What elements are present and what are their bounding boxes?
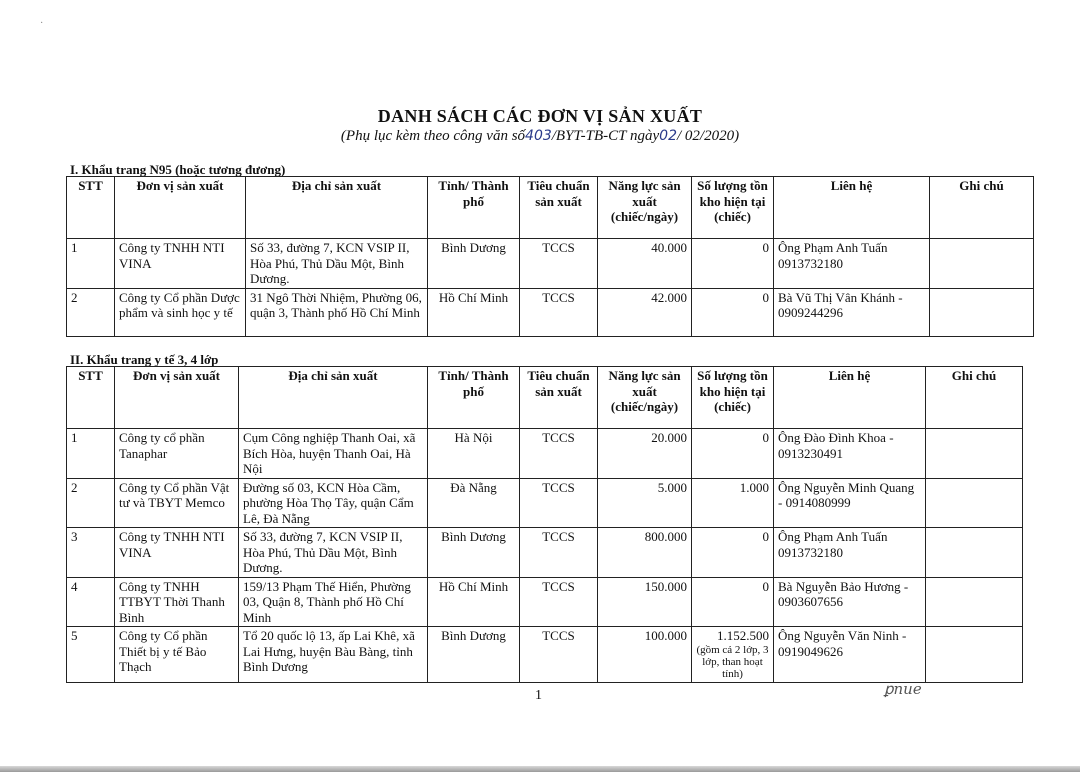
cell-note [930, 239, 1034, 289]
cell-standard: TCCS [520, 288, 598, 336]
col-unit: Đơn vị sản xuất [115, 367, 239, 429]
cell-unit: Công ty TNHH NTI VINA [115, 528, 239, 578]
cell-stt: 2 [67, 288, 115, 336]
cell-standard: TCCS [520, 239, 598, 289]
cell-address: Số 33, đường 7, KCN VSIP II, Hòa Phú, Thủ Dầu Một, Bình Dương. [246, 239, 428, 289]
handwritten-doc-number: 403 [525, 128, 552, 144]
cell-contact: Ông Phạm Anh Tuấn 0913732180 [774, 528, 926, 578]
cell-capacity: 100.000 [598, 627, 692, 683]
col-province: Tỉnh/ Thành phố [428, 367, 520, 429]
col-address: Địa chỉ sản xuất [239, 367, 428, 429]
cell-address: 31 Ngô Thời Nhiệm, Phường 06, quận 3, Thành phố Hồ Chí Minh [246, 288, 428, 336]
col-capacity: Năng lực sản xuất (chiếc/ngày) [598, 367, 692, 429]
cell-province: Bình Dương [428, 627, 520, 683]
cell-stock: 0 [692, 239, 774, 289]
col-contact: Liên hệ [774, 177, 930, 239]
scan-edge [0, 766, 1080, 772]
table-row [67, 478, 1023, 528]
table-row [67, 577, 1023, 627]
document-title: DANH SÁCH CÁC ĐƠN VỊ SẢN XUẤT [377, 106, 703, 126]
cell-contact: Bà Nguyễn Bảo Hương - 0903607656 [774, 577, 926, 627]
stock-value: 1.152.500 [717, 628, 769, 643]
table-row [67, 288, 1034, 336]
cell-contact: Ông Phạm Anh Tuấn 0913732180 [774, 239, 930, 289]
cell-stock: 0 [692, 577, 774, 627]
col-province: Tỉnh/ Thành phố [428, 177, 520, 239]
cell-capacity: 5.000 [598, 478, 692, 528]
cell-stock: 0 [692, 288, 774, 336]
page-number: 1 [535, 688, 542, 703]
cell-capacity: 150.000 [598, 577, 692, 627]
cell-province: Hà Nội [428, 429, 520, 479]
section1-title: I. Khẩu trang N95 (hoặc tương đương) [70, 162, 286, 177]
scan-speck: · [40, 18, 44, 29]
cell-unit: Công ty Cổ phần Dược phẩm và sinh học y tế [115, 288, 246, 336]
cell-stock: 1.000 [692, 478, 774, 528]
subtitle-suffix: / 02/2020) [676, 128, 740, 144]
cell-unit: Công ty cổ phần Tanaphar [115, 429, 239, 479]
col-stt: STT [67, 177, 115, 239]
cell-contact: Bà Vũ Thị Vân Khánh - 0909244296 [774, 288, 930, 336]
cell-note [926, 627, 1023, 683]
cell-stock [692, 627, 774, 683]
cell-standard: TCCS [520, 528, 598, 578]
col-standard: Tiêu chuẩn sản xuất [520, 177, 598, 239]
section2-table [66, 366, 1023, 683]
col-capacity: Năng lực sản xuất (chiếc/ngày) [598, 177, 692, 239]
col-stt: STT [67, 367, 115, 429]
cell-address: Đường số 03, KCN Hòa Cầm, phường Hòa Thọ Tây, quận Cẩm Lê, Đà Nẵng [239, 478, 428, 528]
cell-stt: 2 [67, 478, 115, 528]
cell-stock: 0 [692, 429, 774, 479]
initials-signature: ꝑnue [884, 680, 922, 698]
cell-standard: TCCS [520, 478, 598, 528]
cell-stt: 4 [67, 577, 115, 627]
table-header-row [67, 177, 1034, 239]
cell-note [926, 429, 1023, 479]
cell-unit: Công ty TNHH TTBYT Thời Thanh Bình [115, 577, 239, 627]
cell-capacity: 42.000 [598, 288, 692, 336]
cell-capacity: 800.000 [598, 528, 692, 578]
col-unit: Đơn vị sản xuất [115, 177, 246, 239]
cell-unit: Công ty Cổ phần Thiết bị y tế Bảo Thạch [115, 627, 239, 683]
cell-stt: 5 [67, 627, 115, 683]
cell-contact: Ông Nguyễn Văn Ninh - 0919049626 [774, 627, 926, 683]
subtitle-prefix: (Phụ lục kèm theo công văn số [340, 128, 526, 144]
section2-title: II. Khẩu trang y tế 3, 4 lớp [70, 352, 219, 367]
section1-table [66, 176, 1034, 337]
cell-stock: 0 [692, 528, 774, 578]
table-row [67, 627, 1023, 683]
col-stock: Số lượng tồn kho hiện tại (chiếc) [692, 177, 774, 239]
cell-capacity: 20.000 [598, 429, 692, 479]
cell-note [926, 478, 1023, 528]
cell-address: 159/13 Phạm Thế Hiển, Phường 03, Quận 8, Thành phố Hồ Chí Minh [239, 577, 428, 627]
cell-stt: 1 [67, 239, 115, 289]
col-standard: Tiêu chuẩn sản xuất [520, 367, 598, 429]
cell-province: Đà Nẵng [428, 478, 520, 528]
col-contact: Liên hệ [774, 367, 926, 429]
col-note: Ghi chú [930, 177, 1034, 239]
cell-province: Bình Dương [428, 528, 520, 578]
stock-note: (gồm cả 2 lớp, 3 lớp, than hoạt tính) [696, 643, 769, 680]
cell-note [930, 288, 1034, 336]
cell-unit: Công ty Cổ phần Vật tư và TBYT Memco [115, 478, 239, 528]
cell-standard: TCCS [520, 577, 598, 627]
table-row [67, 429, 1023, 479]
handwritten-day: 02 [659, 128, 677, 144]
table-row [67, 528, 1023, 578]
document-subtitle [0, 128, 1080, 145]
cell-note [926, 528, 1023, 578]
table-row [67, 239, 1034, 289]
cell-standard: TCCS [520, 627, 598, 683]
cell-contact: Ông Đào Đình Khoa - 0913230491 [774, 429, 926, 479]
cell-capacity: 40.000 [598, 239, 692, 289]
cell-stt: 1 [67, 429, 115, 479]
cell-province: Hồ Chí Minh [428, 288, 520, 336]
cell-address: Cụm Công nghiệp Thanh Oai, xã Bích Hòa, huyện Thanh Oai, Hà Nội [239, 429, 428, 479]
cell-note [926, 577, 1023, 627]
subtitle-mid: /BYT-TB-CT ngày [551, 128, 660, 144]
cell-province: Hồ Chí Minh [428, 577, 520, 627]
col-stock: Số lượng tồn kho hiện tại (chiếc) [692, 367, 774, 429]
cell-standard: TCCS [520, 429, 598, 479]
table-header-row [67, 367, 1023, 429]
cell-address: Số 33, đường 7, KCN VSIP II, Hòa Phú, Thủ Dầu Một, Bình Dương. [239, 528, 428, 578]
col-note: Ghi chú [926, 367, 1023, 429]
cell-unit: Công ty TNHH NTI VINA [115, 239, 246, 289]
cell-contact: Ông Nguyễn Minh Quang - 0914080999 [774, 478, 926, 528]
cell-stt: 3 [67, 528, 115, 578]
col-address: Địa chỉ sản xuất [246, 177, 428, 239]
cell-province: Bình Dương [428, 239, 520, 289]
cell-address: Tổ 20 quốc lộ 13, ấp Lai Khê, xã Lai Hưng, huyện Bàu Bàng, tỉnh Bình Dương [239, 627, 428, 683]
